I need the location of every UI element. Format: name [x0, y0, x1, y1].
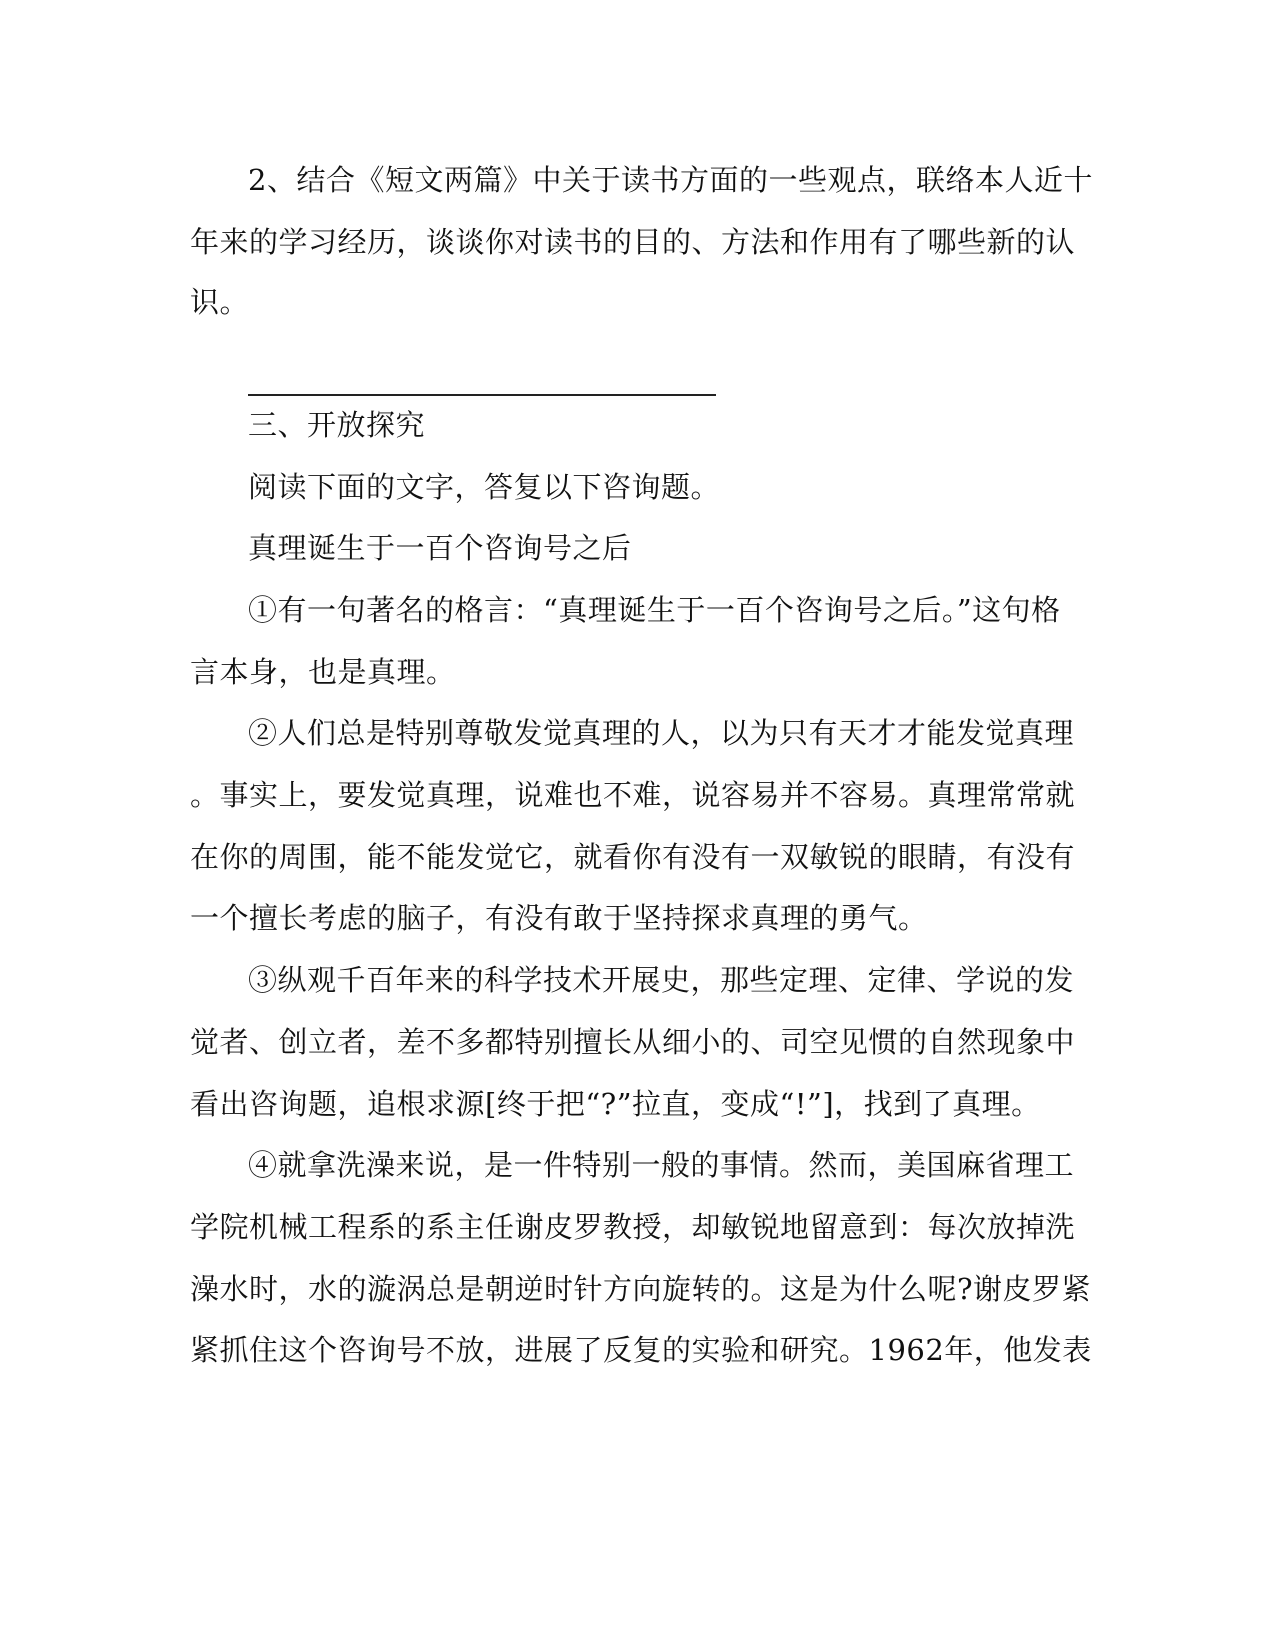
paragraph-3-line-1: ③纵观千百年来的科学技术开展史，那些定理、定律、学说的发 [248, 963, 1075, 997]
question-2-line-1: 2、结合《短文两篇》中关于读书方面的一些观点，联络本人近十 [248, 163, 1093, 197]
paragraph-2-line-4: 一个擅长考虑的脑子，有没有敢于坚持探求真理的勇气。 [190, 901, 928, 935]
paragraph-4-line-1: ④就拿洗澡来说，是一件特别一般的事情。然而，美国麻省理工 [248, 1148, 1075, 1182]
paragraph-1-line-1: ①有一句著名的格言：“真理诞生于一百个咨询号之后。”这句格 [248, 593, 1061, 627]
article-title: 真理诞生于一百个咨询号之后 [248, 531, 632, 565]
paragraph-3-line-2: 觉者、创立者，差不多都特别擅长从细小的、司空见惯的自然现象中 [190, 1025, 1076, 1059]
paragraph-2-line-1: ②人们总是特别尊敬发觉真理的人，以为只有天才才能发觉真理 [248, 716, 1075, 750]
answer-blank-line [248, 394, 716, 396]
paragraph-4-line-3: 澡水时，水的漩涡总是朝逆时针方向旋转的。这是为什么呢?谢皮罗紧 [190, 1272, 1092, 1306]
paragraph-1-line-2: 言本身，也是真理。 [190, 655, 456, 689]
question-2-line-3: 识。 [190, 285, 250, 319]
paragraph-3-line-3: 看出咨询题，追根求源[终于把“?”拉直，变成“!”]，找到了真理。 [190, 1087, 1041, 1121]
paragraph-2-line-2: 。事实上，要发觉真理，说难也不难，说容易并不容易。真理常常就 [190, 778, 1076, 812]
paragraph-2-line-3: 在你的周围，能不能发觉它，就看你有没有一双敏锐的眼睛，有没有 [190, 840, 1076, 874]
question-2-line-2: 年来的学习经历，谈谈你对读书的目的、方法和作用有了哪些新的认 [190, 225, 1076, 259]
paragraph-4-line-4: 紧抓住这个咨询号不放，进展了反复的实验和研究。1962年，他发表 [190, 1333, 1092, 1367]
section-heading: 三、开放探究 [248, 408, 426, 442]
reading-instruction: 阅读下面的文字，答复以下咨询题。 [248, 470, 721, 504]
paragraph-4-line-2: 学院机械工程系的系主任谢皮罗教授，却敏锐地留意到：每次放掉洗 [190, 1210, 1076, 1244]
